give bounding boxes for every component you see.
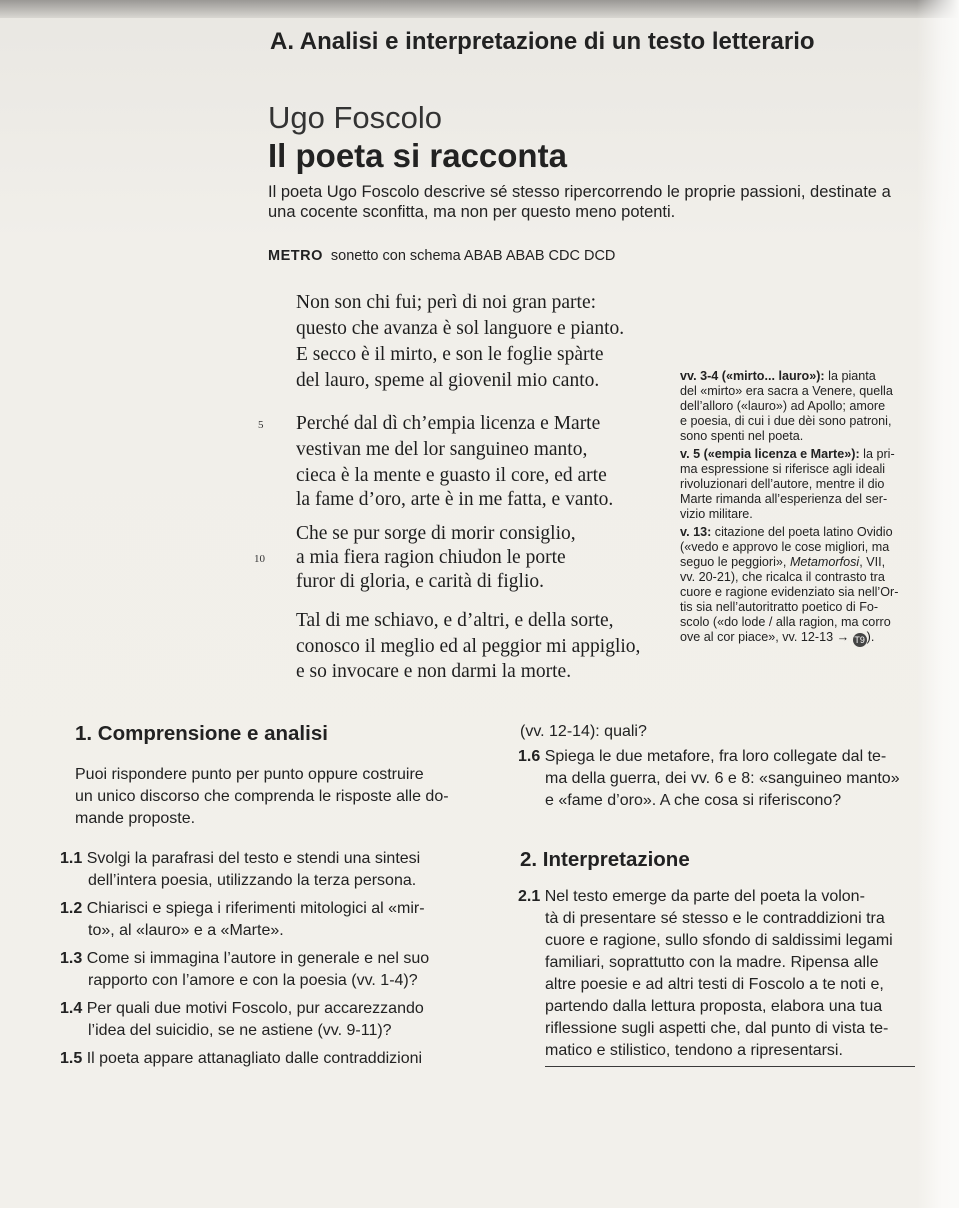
note-3-head: v. 13:: [680, 525, 712, 539]
line-number: 5: [258, 419, 264, 431]
poem-line: questo che avanza è sol languore e pianto.: [296, 318, 625, 339]
note-3-line: scolo («do lode / alla ragion, ma corro: [680, 615, 891, 629]
note-1-line: [680, 369, 876, 384]
question-text: Spiega le due metafore, fra loro collegate dal te-: [544, 748, 887, 765]
note-text: , VII,: [859, 555, 886, 569]
note-work-title: Metamorfosi: [789, 555, 860, 569]
poem-title: Il poeta si racconta: [268, 137, 567, 174]
note-3-line: [680, 630, 874, 647]
note-text: citazione del poeta latino Ovidio: [714, 525, 893, 539]
question-2-1-cont: matico e stilistico, tendono a ripresentarsi.: [545, 1042, 843, 1059]
question-number: 2.1: [518, 888, 541, 905]
note-text: la pianta: [828, 369, 876, 383]
metro-info: [268, 248, 615, 264]
question-1-3: [60, 950, 429, 968]
question-1-1: [60, 850, 420, 868]
question-1-4-cont: l’idea del suicidio, se ne astiene (vv. 9-11)?: [88, 1022, 392, 1039]
question-1-2: [60, 900, 425, 918]
poem-line: E secco è il mirto, e son le foglie spàrte: [296, 344, 604, 365]
metro-text: sonetto con schema ABAB ABAB CDC DCD: [330, 248, 616, 264]
question-number: 1.5: [60, 1050, 83, 1067]
question-text: Il poeta appare attanagliato dalle contraddizioni: [86, 1050, 423, 1067]
poem-line: furor di gloria, e carità di figlio.: [296, 571, 544, 592]
intro-line-2: una cocente sconfitta, ma non per questo meno potenti.: [268, 203, 676, 221]
question-1-4: [60, 1000, 424, 1018]
scan-page-edge: [917, 0, 959, 1208]
note-2-line: Marte rimanda all’esperienza del ser-: [680, 492, 888, 506]
question-text: Svolgi la parafrasi del testo e stendi una sintesi: [86, 850, 421, 867]
note-1-line: sono spenti nel poeta.: [680, 429, 804, 443]
poem-line: Perché dal dì ch’empia licenza e Marte: [296, 413, 601, 434]
section-2-heading: 2. Interpretazione: [520, 848, 690, 871]
question-1-6-cont: ma della guerra, dei vv. 6 e 8: «sanguineo manto»: [545, 770, 900, 787]
bottom-rule: [545, 1066, 915, 1067]
metro-label: METRO: [268, 248, 323, 264]
question-1-5: [60, 1050, 422, 1068]
question-1-3-cont: rapporto con l’amore e con la poesia (vv. 1-4)?: [88, 972, 418, 989]
note-text: seguo le peggiori»,: [680, 555, 787, 569]
poem-line: conosco il meglio ed al peggior mi appiglio,: [296, 636, 641, 657]
line-number: 10: [254, 553, 265, 565]
poem-line: la fame d’oro, arte è in me fatta, e vanto.: [296, 489, 614, 510]
note-2-line: vizio militare.: [680, 507, 753, 521]
note-1-line: e poesia, di cui i due dèi sono patroni,: [680, 414, 892, 428]
question-1-6: [518, 748, 886, 766]
poem-line: del lauro, speme al giovenil mio canto.: [296, 370, 600, 391]
poem-line: vestivan me del lor sanguineo manto,: [296, 439, 588, 460]
poem-line: Tal di me schiavo, e d’altri, e della sorte,: [296, 610, 614, 631]
question-1-2-cont: to», al «lauro» e a «Marte».: [88, 922, 284, 939]
note-3-line: tis sia nell’autoritratto poetico di Fo-: [680, 600, 879, 614]
question-2-1-cont: cuore e ragione, sullo sfondo di saldissimi legami: [545, 932, 893, 949]
section-1-intro: mande proposte.: [75, 810, 196, 827]
note-2-line: [680, 447, 895, 462]
question-text: Per quali due motivi Foscolo, pur accarezzando: [86, 1000, 424, 1017]
scan-shadow-top: [0, 0, 959, 18]
note-3-line: [680, 555, 885, 570]
poem-line: cieca è la mente e guasto il core, ed arte: [296, 465, 607, 486]
note-3-line: cuore e ragione evidenziato sia nell’Or-: [680, 585, 899, 599]
note-text: ove al cor piace», vv. 12-13 →: [680, 630, 850, 644]
question-number: 1.1: [60, 850, 83, 867]
section-1-intro: Puoi rispondere punto per punto oppure costruire: [75, 766, 424, 783]
section-1-heading: 1. Comprensione e analisi: [75, 722, 328, 745]
note-1-line: del «mirto» era sacra a Venere, quella: [680, 384, 893, 398]
question-1-6-cont: e «fame d’oro». A che cosa si riferiscono?: [545, 792, 842, 809]
question-text: Nel testo emerge da parte del poeta la volon-: [544, 888, 865, 905]
note-3-line: («vedo e approvo le cose migliori, ma: [680, 540, 890, 554]
note-1-head: vv. 3-4 («mirto... lauro»):: [680, 369, 825, 383]
poem-line: e so invocare e non darmi la morte.: [296, 661, 572, 682]
note-1-line: dell’alloro («lauro») ad Apollo; amore: [680, 399, 886, 413]
question-2-1: [518, 888, 865, 906]
author-name: Ugo Foscolo: [268, 100, 443, 135]
question-number: 1.4: [60, 1000, 83, 1017]
note-text: ).: [866, 630, 875, 644]
note-3-line: vv. 20-21), che ricalca il contrasto tra: [680, 570, 885, 584]
question-text: Chiarisci e spiega i riferimenti mitologici al «mir-: [86, 900, 425, 917]
note-3-line: [680, 525, 893, 540]
note-2-line: rivoluzionari dell’autore, mentre il dio: [680, 477, 885, 491]
note-text: la pri-: [863, 447, 895, 461]
section-1-intro: un unico discorso che comprenda le risposte alle do-: [75, 788, 449, 805]
question-2-1-cont: partendo dalla lettura proposta, elabora una tua: [545, 998, 883, 1015]
poem-line: Che se pur sorge di morir consiglio,: [296, 523, 576, 544]
question-2-1-cont: altre poesie e ad altri testi di Foscolo a te noti e,: [545, 976, 884, 993]
question-text: Come si immagina l’autore in generale e nel suo: [86, 950, 430, 967]
intro-line-1: Il poeta Ugo Foscolo descrive sé stesso ripercorrendo le proprie passioni, destinate a: [268, 183, 891, 201]
poem-line: Non son chi fui; perì di noi gran parte:: [296, 292, 597, 313]
note-2-line: ma espressione si riferisce agli ideali: [680, 462, 886, 476]
question-2-1-cont: familiari, soprattutto con la madre. Ripensa alle: [545, 954, 879, 971]
section-title: A. Analisi e interpretazione di un testo letterario: [270, 28, 815, 55]
poem-line: a mia fiera ragion chiudon le porte: [296, 547, 566, 568]
question-number: 1.2: [60, 900, 83, 917]
text-reference-badge[interactable]: T9: [854, 635, 865, 645]
question-2-1-cont: tà di presentare sé stesso e le contraddizioni tra: [545, 910, 885, 927]
note-2-head: v. 5 («empia licenza e Marte»):: [680, 447, 860, 461]
question-1-1-cont: dell’intera poesia, utilizzando la terza persona.: [88, 872, 417, 889]
question-number: 1.3: [60, 950, 83, 967]
question-1-5-cont: (vv. 12-14): quali?: [520, 723, 647, 740]
question-number: 1.6: [518, 748, 541, 765]
question-2-1-cont: riflessione sugli aspetti che, dal punto di vista te-: [545, 1020, 889, 1037]
